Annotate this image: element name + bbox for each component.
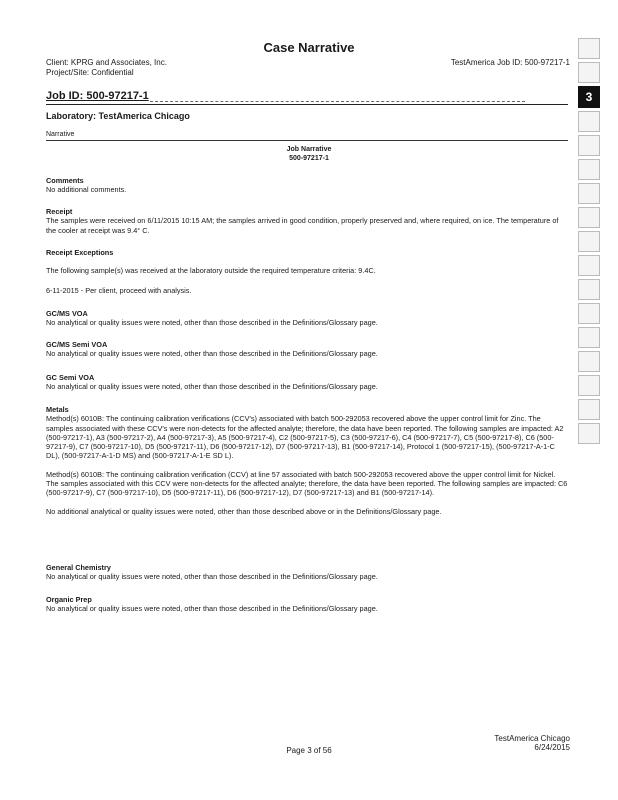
- section-gcms-voa: [46, 309, 568, 328]
- section-heading: Comments: [46, 176, 84, 185]
- section-text: The samples were received on 6/11/2015 10:15 AM; the samples arrived in good condition, properly preserved and, where required, on ice. The temperature of the cooler at receipt was 9.4° C.: [46, 216, 559, 235]
- tab-icon[interactable]: [578, 62, 600, 83]
- section-heading: Receipt: [46, 207, 73, 216]
- tab-icon[interactable]: [578, 303, 600, 324]
- section-heading: GC/MS Semi VOA: [46, 340, 108, 349]
- section-gcms-semi-voa: [46, 340, 568, 359]
- section-text: 6-11-2015 - Per client, proceed with analysis.: [46, 285, 192, 295]
- section-text: No analytical or quality issues were noted, other than those described in the Definitions/Glossary page.: [46, 604, 378, 614]
- footer-lab: TestAmerica Chicago: [494, 734, 570, 743]
- section-receipt: [46, 207, 568, 235]
- page-title: Case Narrative: [263, 40, 355, 55]
- job-narrative-id: 500-97217-1: [289, 155, 329, 162]
- section-organic-prep: [46, 595, 568, 614]
- job-narrative-title: Job Narrative: [286, 146, 332, 153]
- tab-icon[interactable]: [578, 159, 600, 180]
- header-dash-line: [150, 101, 525, 102]
- tab-icon[interactable]: [578, 207, 600, 228]
- tab-active[interactable]: 3: [578, 86, 600, 108]
- tab-icon[interactable]: [578, 135, 600, 156]
- section-tabs: [578, 38, 600, 447]
- section-text: No analytical or quality issues were noted, other than those described in the Definitions/Glossary page.: [46, 572, 378, 582]
- section-comments: [46, 176, 568, 195]
- tab-icon[interactable]: [578, 183, 600, 204]
- narrative-rule: [46, 140, 568, 141]
- section-receipt-exceptions: [46, 248, 568, 295]
- tab-icon[interactable]: [578, 231, 600, 252]
- section-text: Method(s) 6010B: The continuing calibration verifications (CCV's) associated with batch 500-292053 recovered above the upper control limit for Zinc. The samples associated with these CCV's were non-detects for the affected analyte; therefore, the data have been reported. The following samples are impacted: A2 (500-97217-1), A3 (500-97217-2), A4 (500-97217-3), A5 (500-97217-4), C2 (500-97217-5), C3 (500-97217-6), C4 (500-97217-7), C5 (500-97217-8), C6 (500-97217-9), C7 (500-97217-10), D5 (500-97217-11), D6 (500-97217-12), D7 (500-97217-13), B1 (500-97217-14), Protocol 1 (500-97217-15), (500-97217-A-1-C DL), (500-97217-A-1-D MS) and (500-97217-A-1-E SD L).: [46, 414, 564, 461]
- tab-icon[interactable]: [578, 279, 600, 300]
- tab-icon[interactable]: [578, 423, 600, 444]
- tab-icon[interactable]: [578, 255, 600, 276]
- tab-icon[interactable]: [578, 327, 600, 348]
- footer-date: 6/24/2015: [534, 743, 570, 752]
- section-text: No analytical or quality issues were noted, other than those described in the Definitions/Glossary page.: [46, 318, 378, 328]
- section-text: No analytical or quality issues were noted, other than those described in the Definitions/Glossary page.: [46, 349, 378, 359]
- section-heading: GC/MS VOA: [46, 309, 88, 318]
- client-line: Client: KPRG and Associates, Inc.: [46, 58, 167, 67]
- section-heading: Organic Prep: [46, 595, 92, 604]
- tab-icon[interactable]: [578, 375, 600, 396]
- section-text: No additional analytical or quality issues were noted, other than those described above or in the Definitions/Glossary page.: [46, 506, 442, 516]
- section-heading: Metals: [46, 405, 69, 414]
- section-text: No analytical or quality issues were noted, other than those described in the Definitions/Glossary page.: [46, 382, 378, 392]
- narrative-label: Narrative: [46, 131, 75, 138]
- tab-icon[interactable]: [578, 38, 600, 59]
- section-text: The following sample(s) was received at the laboratory outside the required temperature criteria: 9.4C.: [46, 266, 376, 276]
- section-heading: GC Semi VOA: [46, 373, 95, 382]
- section-gc-semi-voa: [46, 373, 568, 392]
- section-heading: General Chemistry: [46, 563, 111, 572]
- laboratory: Laboratory: TestAmerica Chicago: [46, 111, 190, 121]
- ta-job-id: TestAmerica Job ID: 500-97217-1: [450, 58, 570, 67]
- section-general-chemistry: [46, 563, 568, 582]
- tab-icon[interactable]: [578, 111, 600, 132]
- section-heading: Receipt Exceptions: [46, 248, 114, 257]
- tab-icon[interactable]: [578, 399, 600, 420]
- job-id-rule: [46, 104, 568, 105]
- job-id: Job ID: 500-97217-1: [46, 90, 149, 102]
- section-text: No additional comments.: [46, 185, 127, 195]
- project-line: Project/Site: Confidential: [46, 68, 134, 77]
- section-text: Method(s) 6010B: The continuing calibration verification (CCV) at line 57 associated with batch 500-292053 recovered above the upper control limit for Nickel. The samples associated with this CCV were non-detects for the affected analyte; therefore, the data have been reported. The following samples are impacted: C6 (500-97217-9), C7 (500-97217-10), D5 (500-97217-11), D6 (500-97217-12), D7 (500-97217-13) and B1 (500-97217-14).: [46, 469, 568, 498]
- page-number: Page 3 of 56: [286, 746, 332, 755]
- tab-icon[interactable]: [578, 351, 600, 372]
- section-metals: [46, 405, 568, 516]
